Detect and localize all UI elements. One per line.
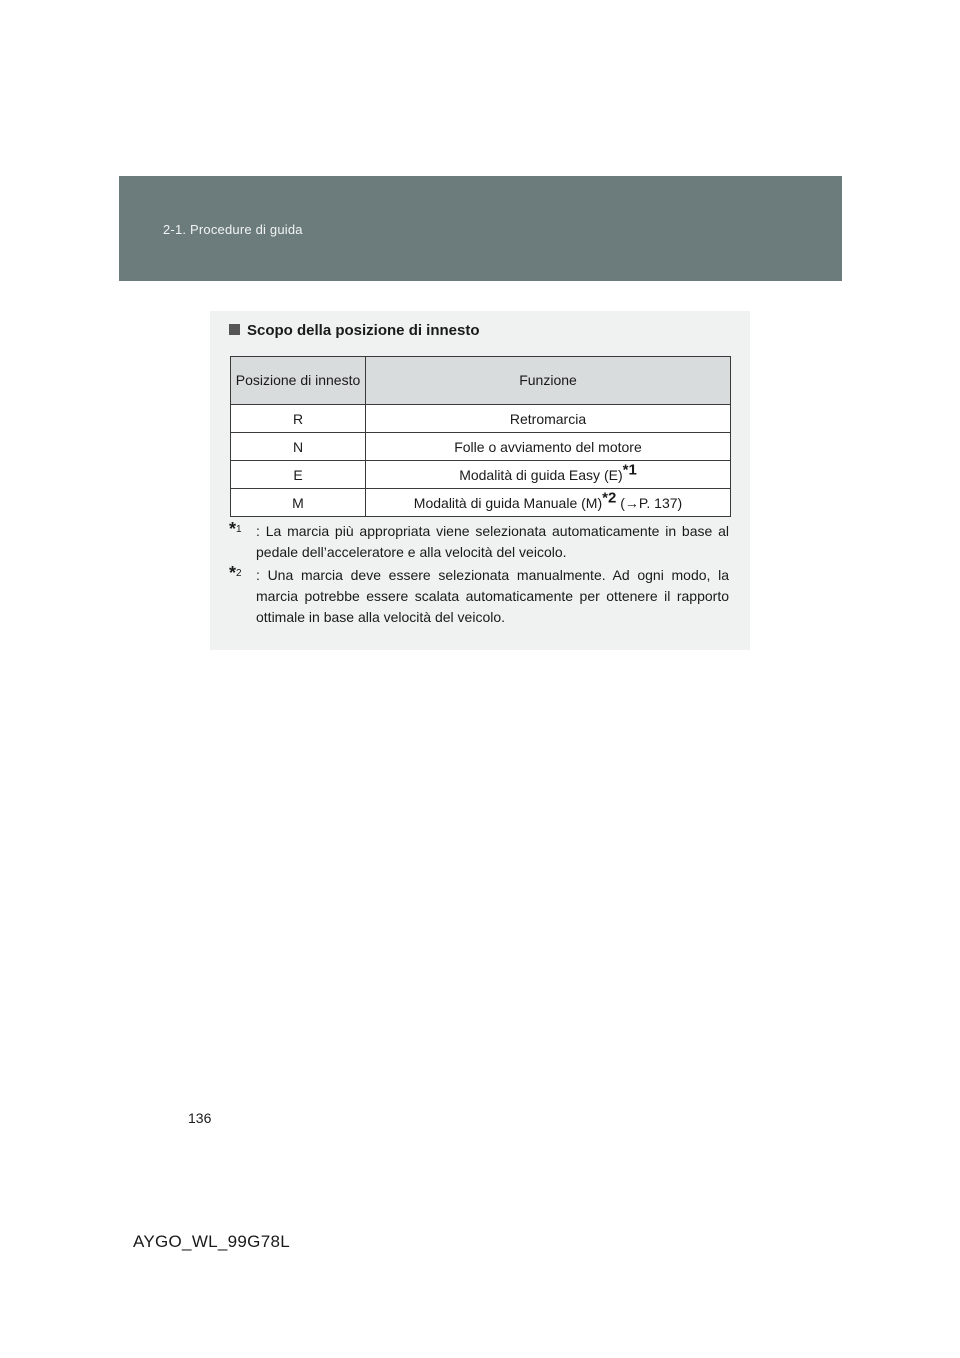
asterisk-icon: * — [229, 519, 237, 539]
cell-position: N — [231, 433, 366, 461]
cell-function — [366, 489, 731, 517]
cell-function: Retromarcia — [366, 405, 731, 433]
table-header-row — [231, 357, 731, 405]
cell-function: Folle o avviamento del motore — [366, 433, 731, 461]
footnote-1-mark — [229, 519, 242, 541]
cell-function — [366, 461, 731, 489]
function-text: Modalità di guida Manuale (M) — [413, 494, 603, 511]
cell-position: E — [231, 461, 366, 489]
footnote-2-mark — [229, 563, 242, 585]
footnote-number: 1 — [236, 524, 242, 535]
square-bullet-icon — [229, 324, 240, 335]
footnote-number: 2 — [236, 568, 242, 579]
asterisk-icon: * — [229, 563, 237, 583]
document-code: AYGO_WL_99G78L — [133, 1232, 290, 1251]
footnote-2 — [229, 565, 729, 628]
panel-title — [229, 322, 480, 339]
footnote-marker: *1 — [622, 460, 637, 478]
header-band — [119, 176, 842, 281]
column-header-function: Funzione — [366, 357, 731, 405]
table-row — [231, 405, 731, 433]
footnote-2-text: : Una marcia deve essere selezionata manualmente. Ad ogni modo, la marcia potrebbe essere scalata automaticamente per ottenere il rapporto ottimale in base alla velocità del veicolo. — [256, 567, 729, 625]
column-header-position: Posizione di innesto — [231, 357, 366, 405]
footnote-1-text: : La marcia più appropriata viene selezionata automaticamente in base al pedale dell’acceleratore e alla velocità del veicolo. — [256, 523, 729, 560]
gear-position-table — [230, 356, 731, 517]
page-reference-link[interactable]: (→P. 137) — [620, 494, 683, 511]
table-row — [231, 433, 731, 461]
section-title: 2-1. Procedure di guida — [163, 222, 303, 237]
page-number: 136 — [188, 1110, 212, 1126]
function-text: Modalità di guida Easy (E) — [459, 466, 623, 483]
cell-position: R — [231, 405, 366, 433]
info-panel — [210, 311, 750, 650]
cell-position: M — [231, 489, 366, 517]
footnote-1 — [229, 521, 729, 563]
footnote-marker: *2 — [602, 488, 617, 506]
table-row — [231, 489, 731, 517]
panel-title-text: Scopo della posizione di innesto — [247, 322, 480, 339]
table-row — [231, 461, 731, 489]
